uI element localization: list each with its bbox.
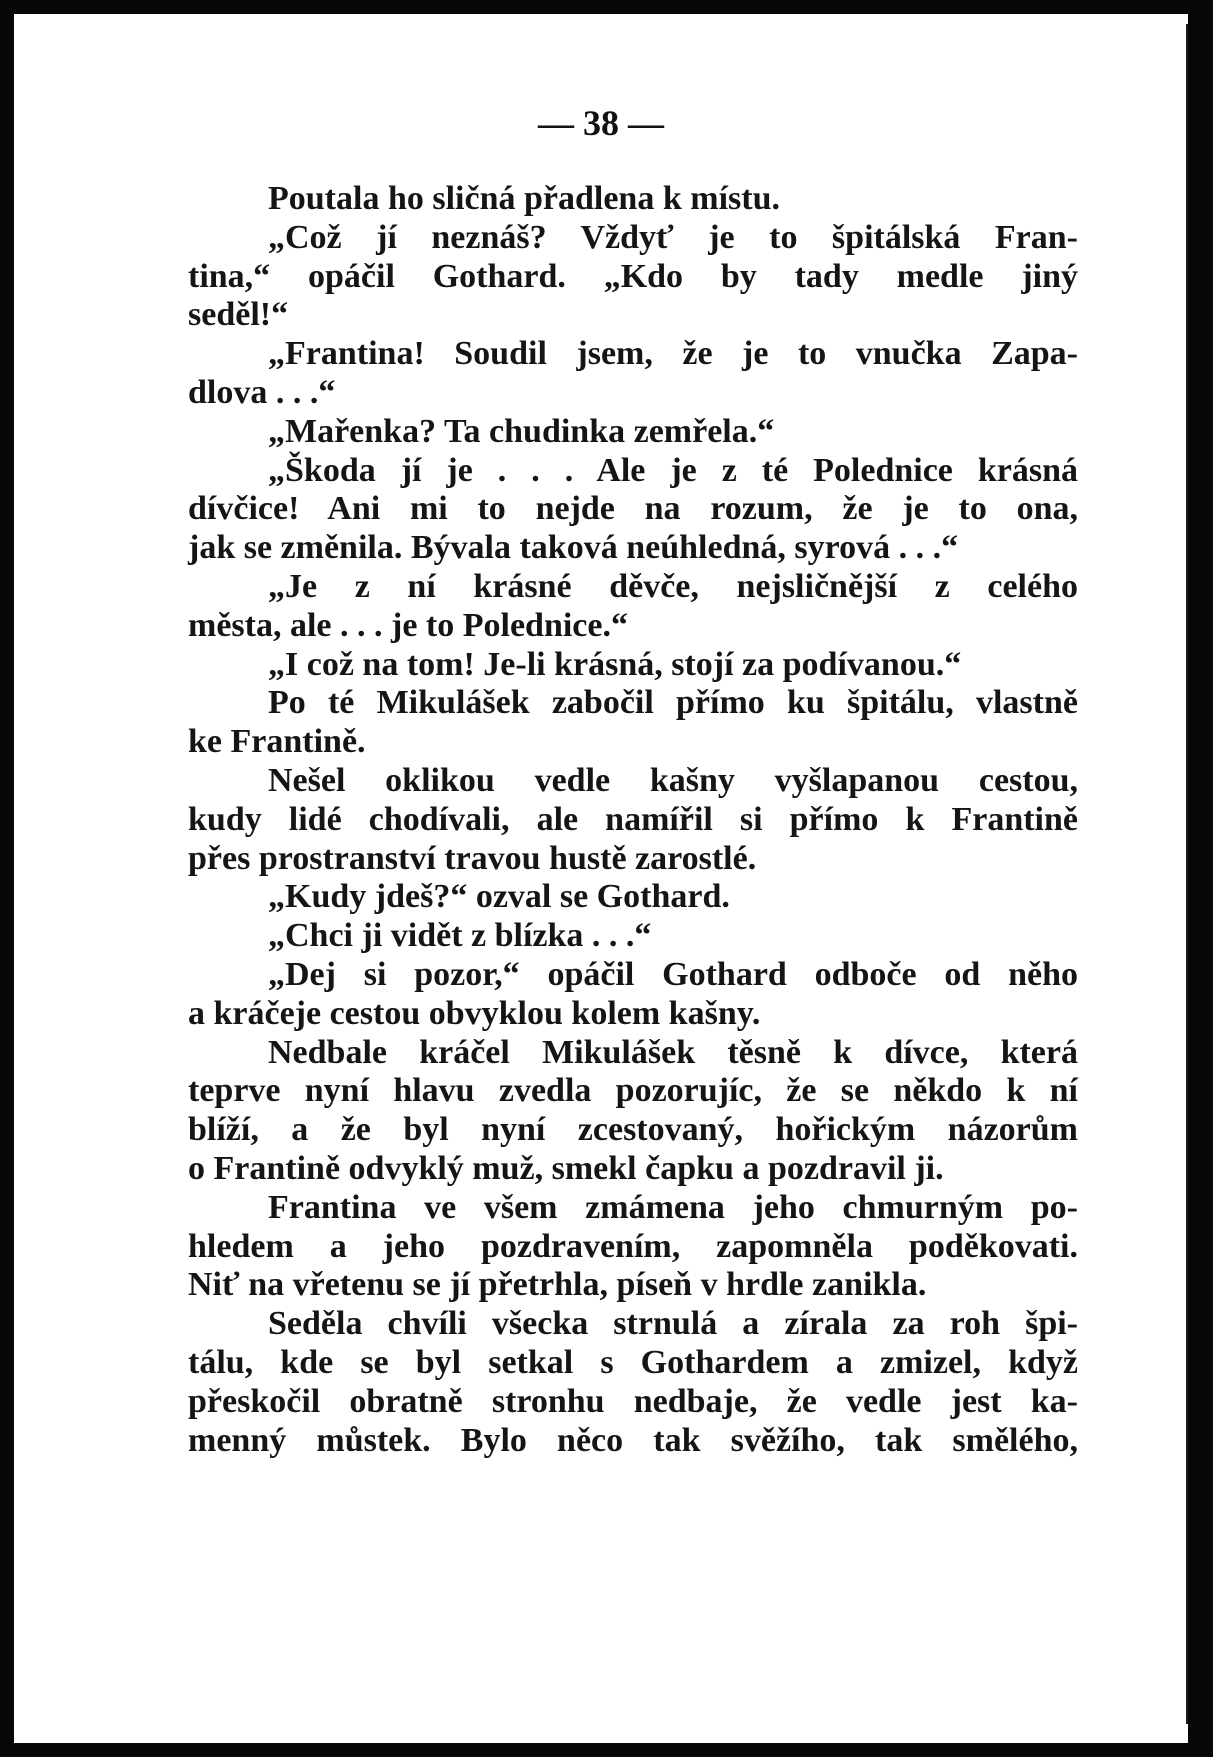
text-line: a kráčeje cestou obvyklou kolem kašny. (188, 994, 761, 1032)
text-line: „Chci ji vidět z blízka . . .“ (268, 917, 652, 955)
text-line: hledem a jeho pozdravením, zapomněla poděkovati. (188, 1227, 1078, 1265)
text-line: jak se změnila. Bývala taková neúhledná, syrová . . .“ (188, 529, 959, 567)
text-line: Frantina ve všem zmámena jeho chmurným po- (268, 1188, 1078, 1226)
text-line: Niť na vřetenu se jí přetrhla, píseň v hrdle zanikla. (188, 1266, 927, 1304)
text-line: menný můstek. Bylo něco tak svěžího, tak smělého, (188, 1421, 1078, 1459)
text-line: Po té Mikulášek zabočil přímo ku špitálu, vlastně (268, 684, 1078, 722)
text-line: „Frantina! Soudil jsem, že je to vnučka Zapa- (268, 335, 1078, 373)
text-line: dlova . . .“ (188, 373, 336, 411)
text-line: dívčice! Ani mi to nejde na rozum, že je to ona, (188, 490, 1078, 528)
text-line: „Což jí neznáš? Vždyť je to špitálská Fran- (268, 218, 1078, 256)
text-line: kudy lidé chodívali, ale namířil si přímo k Frantině (188, 800, 1078, 838)
text-line: tina,“ opáčil Gothard. „Kdo by tady medle jiný (188, 257, 1078, 295)
page-number: — 38 — (538, 103, 664, 143)
text-line: o Frantině odvyklý muž, smekl čapku a pozdravil ji. (188, 1149, 944, 1187)
text-line: Poutala ho sličná přadlena k místu. (268, 180, 780, 217)
text-line: Seděla chvíli všecka strnulá a zírala za roh špi- (268, 1305, 1078, 1343)
book-page (14, 14, 1188, 1743)
text-line: přeskočil obratně stronhu nedbaje, že vedle jest ka- (188, 1382, 1078, 1420)
text-line: „Dej si pozor,“ opáčil Gothard odboče od něho (268, 955, 1078, 993)
text-line: Nedbale kráčel Mikulášek těsně k dívce, která (268, 1033, 1078, 1071)
text-line: „Škoda jí je . . . Ale je z té Polednice krásná (268, 451, 1078, 489)
text-line: „Je z ní krásné děvče, nejsličnější z celého (268, 567, 1078, 605)
text-line: přes prostranství travou hustě zarostlé. (188, 839, 757, 877)
text-line: ke Frantině. (188, 723, 366, 761)
text-line: blíží, a že byl nyní zcestovaný, hořickým názorům (188, 1111, 1078, 1149)
text-line: města, ale . . . je to Polednice.“ (188, 606, 628, 644)
body-text (188, 180, 1078, 1460)
text-line: „Mařenka? Ta chudinka zemřela.“ (268, 412, 775, 450)
text-line: teprve nyní hlavu zvedla pozorujíc, že se někdo k ní (188, 1072, 1078, 1110)
text-line: „Kudy jdeš?“ ozval se Gothard. (268, 878, 730, 916)
text-line: tálu, kde se byl setkal s Gothardem a zmizel, když (188, 1343, 1078, 1381)
page-edge-line (1186, 24, 1188, 1724)
text-line: seděl!“ (188, 296, 289, 334)
text-line: Nešel oklikou vedle kašny vyšlapanou cestou, (268, 761, 1078, 799)
text-line: „I což na tom! Je-li krásná, stojí za podívanou.“ (268, 645, 962, 683)
